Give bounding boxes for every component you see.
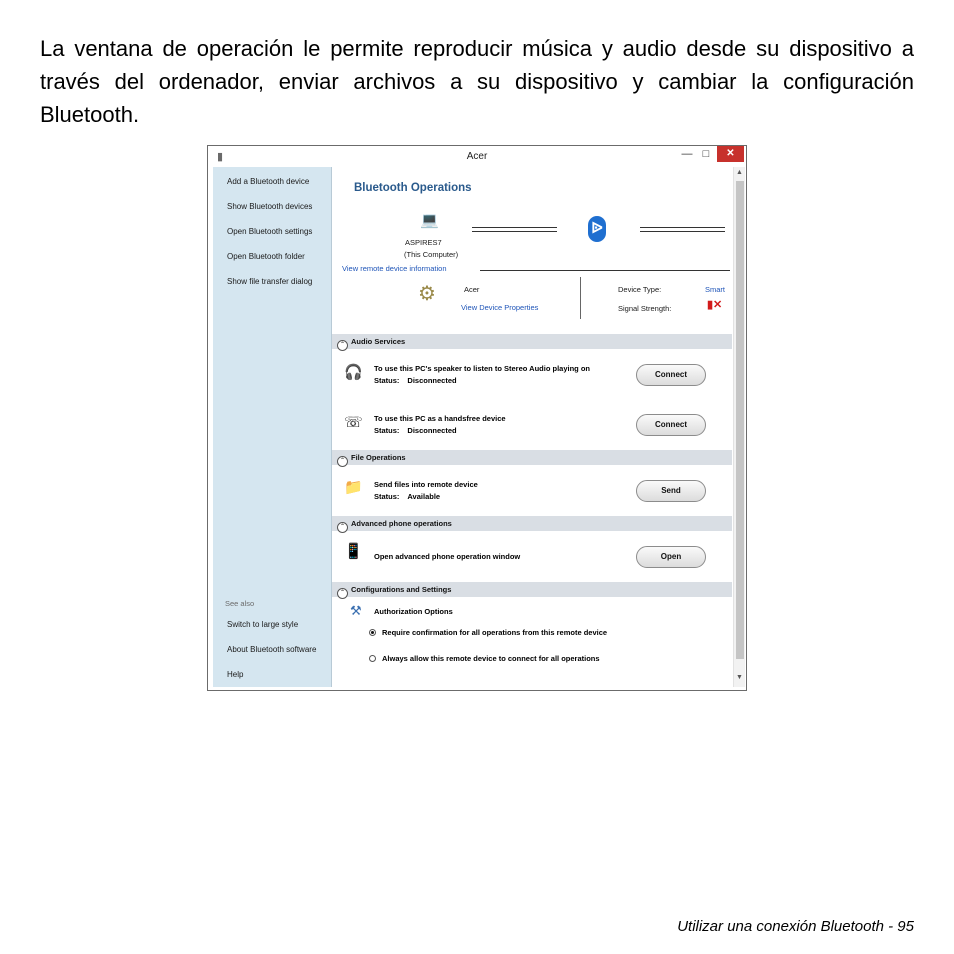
- sidebar-item-about[interactable]: About Bluetooth software: [227, 645, 317, 654]
- radio-always-allow-label[interactable]: Always allow this remote device to connect for all operations: [382, 654, 600, 663]
- configurations-title: Configurations and Settings: [351, 585, 452, 594]
- open-phone-window-text: Open advanced phone operation window: [374, 552, 521, 561]
- signal-strength-label: Signal Strength:: [618, 304, 672, 313]
- close-button[interactable]: [717, 146, 744, 162]
- see-also-heading: See also: [225, 599, 255, 608]
- device-type-label: Device Type:: [618, 285, 662, 294]
- bluetooth-app-icon: ▮: [217, 151, 224, 163]
- advanced-phone-title: Advanced phone operations: [351, 519, 452, 528]
- view-device-properties-link[interactable]: View Device Properties: [461, 303, 539, 312]
- vertical-scrollbar[interactable]: [733, 167, 745, 687]
- scroll-up-icon[interactable]: ▲: [736, 169, 743, 176]
- stereo-audio-text: To use this PC's speaker to listen to Stereo Audio playing on: [374, 364, 590, 373]
- authorization-title: Authorization Options: [374, 607, 453, 616]
- authorization-icon: ⚒: [350, 603, 362, 618]
- audio-services-title: Audio Services: [351, 337, 406, 346]
- intro-paragraph: La ventana de operación le permite reproducir música y audio desde su dispositivo a través del ordenador, enviar archivos a su dispositivo y cambiar la configuración Bluetooth.: [40, 36, 914, 127]
- sidebar: [213, 167, 331, 687]
- close-icon: ✕: [726, 148, 735, 159]
- headset-icon: ☏: [344, 414, 363, 431]
- handsfree-connect-button[interactable]: Connect: [636, 414, 706, 436]
- device-info-separator: [580, 277, 581, 319]
- remote-device-icon: ⚙: [418, 283, 436, 305]
- sidebar-item-file-transfer[interactable]: Show file transfer dialog: [227, 277, 313, 286]
- radio-require-confirmation-label[interactable]: Require confirmation for all operations from this remote device: [382, 628, 608, 637]
- send-files-text: Send files into remote device: [374, 480, 478, 489]
- handsfree-status: Status: Disconnected: [374, 426, 457, 435]
- phone-icon: 📱: [344, 543, 363, 560]
- title-bar: [208, 146, 746, 167]
- collapse-icon: ⌃: [337, 522, 348, 533]
- send-folder-icon: 📁: [344, 479, 363, 496]
- signal-strength-icon: ▮✕: [707, 299, 723, 311]
- radio-always-allow[interactable]: [369, 655, 376, 662]
- file-operations-header[interactable]: [332, 450, 732, 465]
- bluetooth-icon: ᐉ: [588, 216, 606, 242]
- collapse-icon: ⌃: [337, 456, 348, 467]
- remote-separator-line: [480, 270, 730, 271]
- page-footer: Utilizar una conexión Bluetooth - 95: [677, 918, 914, 935]
- sidebar-item-help[interactable]: Help: [227, 670, 244, 679]
- operations-panel: [332, 167, 732, 687]
- view-remote-device-link[interactable]: View remote device information: [342, 264, 447, 273]
- minimize-icon: —: [681, 148, 693, 160]
- bluetooth-operations-window: [207, 145, 747, 691]
- computer-note: (This Computer): [404, 250, 459, 259]
- send-button[interactable]: Send: [636, 480, 706, 502]
- configurations-header[interactable]: [332, 582, 732, 597]
- sidebar-item-open-folder[interactable]: Open Bluetooth folder: [227, 252, 305, 261]
- minimize-button[interactable]: [678, 146, 696, 162]
- laptop-icon: 💻: [420, 212, 439, 229]
- sidebar-item-large-style[interactable]: Switch to large style: [227, 620, 299, 629]
- connection-line-right: [640, 227, 725, 232]
- collapse-icon: ⌃: [337, 340, 348, 351]
- maximize-button[interactable]: [697, 146, 715, 162]
- open-button[interactable]: Open: [636, 546, 706, 568]
- stereo-audio-status: Status: Disconnected: [374, 376, 457, 385]
- collapse-icon: ⌃: [337, 588, 348, 599]
- remote-device-name: Acer: [464, 285, 480, 294]
- computer-name: ASPIRES7: [405, 238, 442, 247]
- scroll-thumb[interactable]: [736, 181, 744, 659]
- sidebar-item-add-device[interactable]: Add a Bluetooth device: [227, 177, 310, 186]
- radio-require-confirmation[interactable]: [369, 629, 376, 636]
- scroll-down-icon[interactable]: ▼: [736, 674, 743, 681]
- connection-line-left: [472, 227, 557, 232]
- handsfree-text: To use this PC as a handsfree device: [374, 414, 506, 423]
- maximize-icon: □: [702, 148, 710, 160]
- file-operations-title: File Operations: [351, 453, 406, 462]
- advanced-phone-header[interactable]: [332, 516, 732, 531]
- sidebar-item-show-devices[interactable]: Show Bluetooth devices: [227, 202, 313, 211]
- page-title: Bluetooth Operations: [354, 182, 472, 194]
- stereo-connect-button[interactable]: Connect: [636, 364, 706, 386]
- device-type-value: Smart: [705, 285, 726, 294]
- sidebar-item-open-settings[interactable]: Open Bluetooth settings: [227, 227, 313, 236]
- audio-services-header[interactable]: [332, 334, 732, 349]
- send-files-status: Status: Available: [374, 492, 441, 501]
- window-title: Acer: [466, 151, 488, 162]
- headphones-icon: 🎧: [344, 364, 363, 381]
